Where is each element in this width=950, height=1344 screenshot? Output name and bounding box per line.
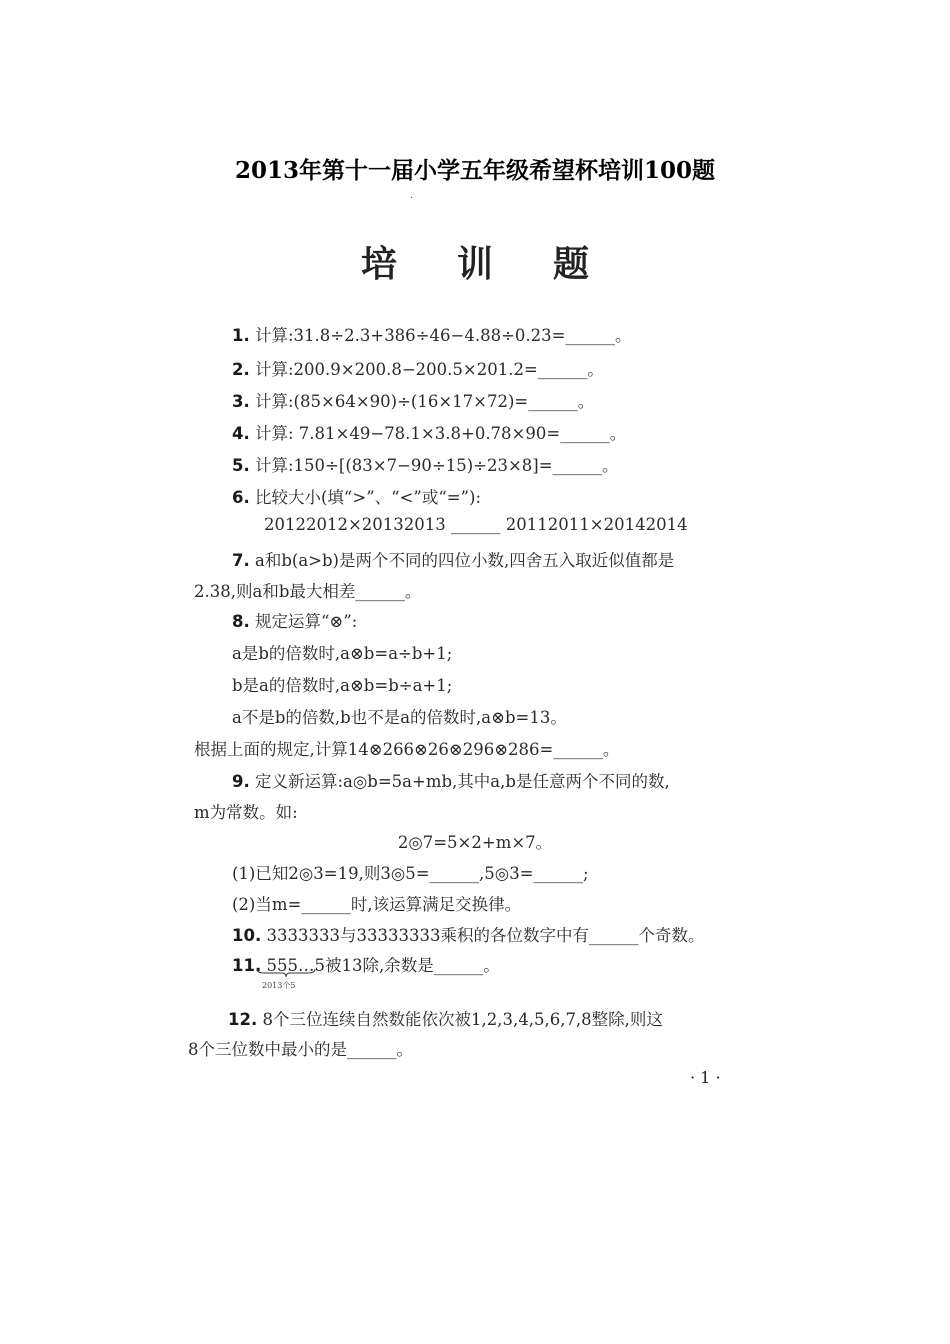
- problem-number: 5.: [232, 456, 250, 475]
- page-number: · 1 ·: [690, 1068, 721, 1087]
- problem-9-part-1: [232, 860, 589, 884]
- problem-text: a不是b的倍数,b也不是a的倍数时,a⊗b=13。: [232, 708, 567, 727]
- problem-text: 8个三位数中最小的是______。: [188, 1040, 413, 1059]
- problem-6-expression: [264, 515, 688, 534]
- problem-text: 8个三位连续自然数能依次被1,2,3,4,5,6,7,8整除,则这: [262, 1010, 663, 1029]
- problem-text: 比较大小(填“>”、“<”或“=”):: [255, 488, 482, 507]
- problem-text: 3333333与33333333乘积的各位数字中有______个奇数。: [266, 926, 705, 945]
- problem-text: 定义新运算:a◎b=5a+mb,其中a,b是任意两个不同的数,: [255, 772, 670, 791]
- problem-8-question: [194, 736, 619, 760]
- brace-label: 2013个5: [262, 981, 296, 990]
- problem-8-rule-2: [232, 672, 452, 696]
- problem-number: 2.: [232, 360, 250, 379]
- problem-number: 4.: [232, 424, 250, 443]
- problem-number: 11.: [232, 956, 262, 975]
- problem-10: [232, 922, 704, 946]
- problem-2: [232, 356, 604, 380]
- problem-6: [232, 484, 481, 508]
- problem-number: 9.: [232, 772, 250, 791]
- problem-9-part-2: [232, 891, 521, 915]
- problem-number: 10.: [232, 926, 262, 945]
- problem-text: m为常数。如:: [194, 803, 298, 822]
- problem-text: a和b(a>b)是两个不同的四位小数,四舍五入取近似值都是: [255, 551, 675, 570]
- problem-9-cont: [194, 799, 298, 823]
- problem-4: [232, 420, 626, 444]
- document-title: 2013年第十一届小学五年级希望杯培训100题: [234, 157, 716, 184]
- problem-text: (2)当m=______时,该运算满足交换律。: [232, 895, 522, 914]
- problem-text: 2◎7=5×2+m×7。: [397, 833, 553, 852]
- problem-12: [228, 1006, 663, 1030]
- problem-8-rule-1: [232, 640, 452, 664]
- underbrace-icon: [256, 968, 316, 978]
- problem-text: 20122012×20132013 ______ 20112011×20142014: [264, 515, 688, 534]
- problem-1: [232, 322, 631, 346]
- problem-7-cont: [194, 578, 421, 602]
- problem-text: 根据上面的规定,计算14⊗266⊗26⊗296⊗286=______。: [194, 740, 620, 759]
- problem-number: 6.: [232, 488, 250, 507]
- problem-12-cont: [188, 1036, 413, 1060]
- problem-9-example: [0, 829, 950, 853]
- problem-text: a是b的倍数时,a⊗b=a÷b+1;: [232, 644, 453, 663]
- problem-number: 8.: [232, 612, 250, 631]
- problem-number: 12.: [228, 1010, 258, 1029]
- problem-9: [232, 768, 670, 792]
- problem-text: 555…5被13除,余数是______。: [266, 956, 500, 975]
- problem-7: [232, 547, 674, 571]
- scan-title: 培训题: [360, 243, 649, 285]
- problem-text: b是a的倍数时,a⊗b=b÷a+1;: [232, 676, 453, 695]
- problem-3: [232, 388, 594, 412]
- problem-text: 计算: 7.81×49−78.1×3.8+0.78×90=______。: [255, 424, 627, 443]
- problem-number: 1.: [232, 326, 250, 345]
- problem-text: 计算:(85×64×90)÷(16×17×72)=______。: [255, 392, 595, 411]
- problem-8: [232, 608, 357, 632]
- problem-text: 计算:31.8÷2.3+386÷46−4.88÷0.23=______。: [255, 326, 632, 345]
- problem-text: 计算:150÷[(83×7−90÷15)÷23×8]=______。: [255, 456, 619, 475]
- problem-text: 2.38,则a和b最大相差______。: [194, 582, 422, 601]
- problem-number: 3.: [232, 392, 250, 411]
- problem-8-rule-3: [232, 704, 567, 728]
- problem-number: 7.: [232, 551, 250, 570]
- problem-5: [232, 452, 619, 476]
- problem-text: (1)已知2◎3=19,则3◎5=______,5◎3=______;: [232, 864, 589, 883]
- problem-text: 计算:200.9×200.8−200.5×201.2=______。: [255, 360, 604, 379]
- problem-text: 规定运算“⊗”:: [255, 612, 358, 631]
- dot-mark: ·: [410, 193, 414, 204]
